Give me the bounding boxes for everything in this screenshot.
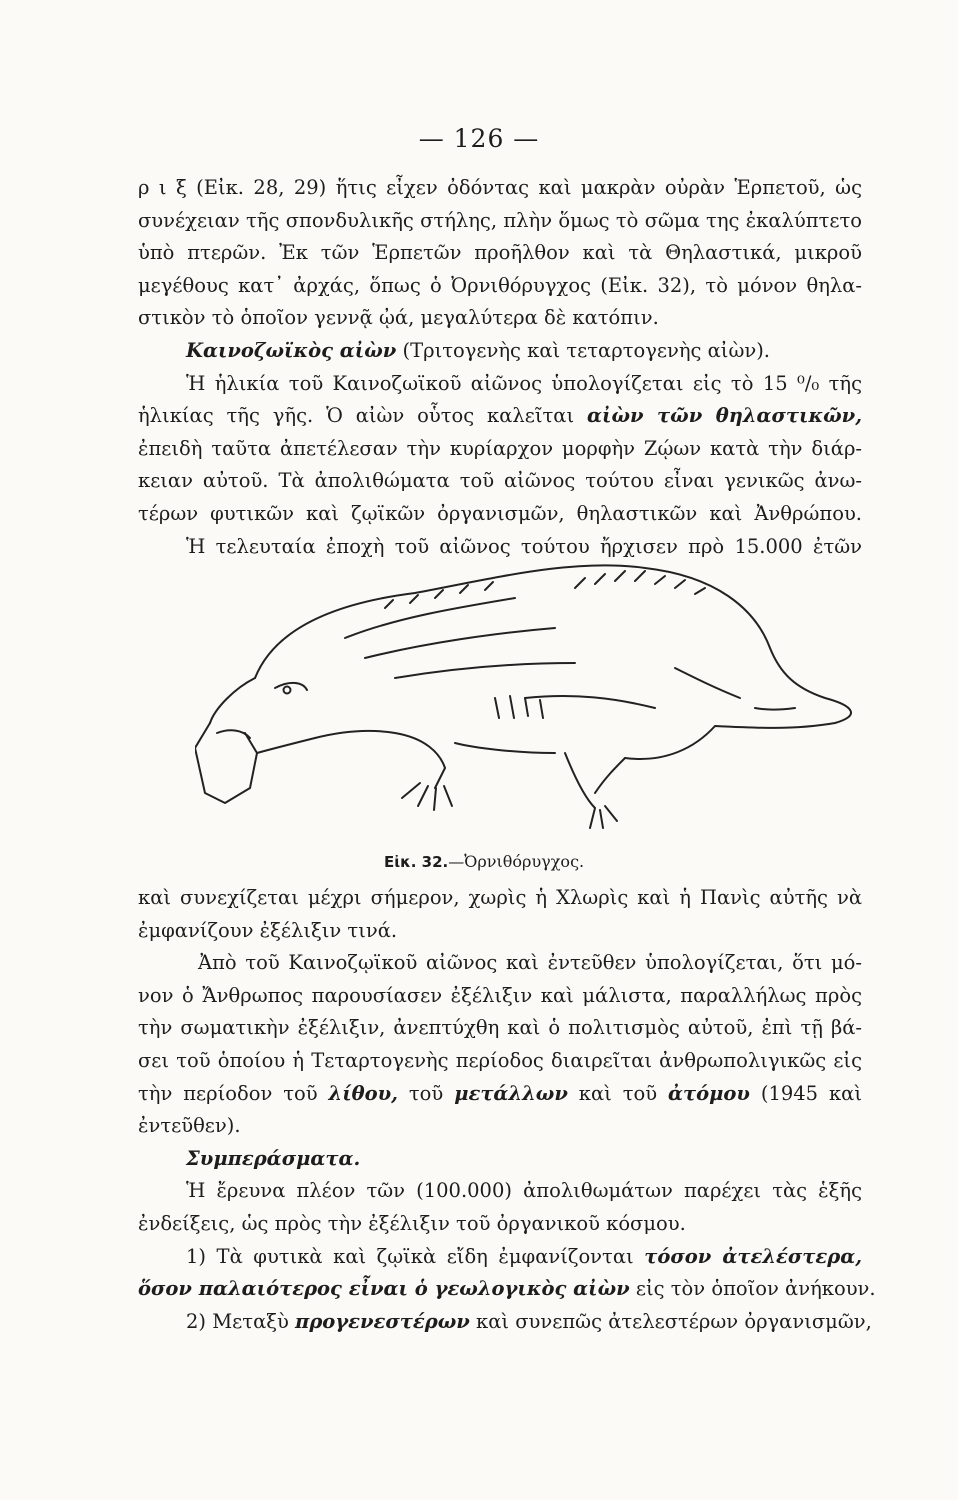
text-span: 2) Μεταξὺ bbox=[186, 1309, 289, 1333]
text-line bbox=[138, 1078, 862, 1111]
emphasis-earlier: προγενεστέρων bbox=[295, 1309, 470, 1333]
text-line: ἐνδείξεις, ὡς πρὸς τὴν ἐξέλιξιν τοῦ ὀργανικοῦ κόσμου. bbox=[138, 1211, 686, 1235]
text-line: νον ὁ Ἄνθρωπος παρουσίασεν ἐξέλιξιν καὶ μάλιστα, παραλλήλως πρὸς bbox=[138, 983, 862, 1007]
figure-caption bbox=[384, 852, 584, 871]
text-line: ἐμφανίζουν ἐξέλιξιν τινά. bbox=[138, 918, 398, 942]
emphasis-mammals: αἰὼν τῶν θηλαστικῶν, bbox=[587, 404, 862, 428]
platypus-illustration bbox=[195, 548, 875, 858]
text-line bbox=[138, 1241, 862, 1274]
caption-label: Εἰκ. 32. bbox=[384, 853, 449, 871]
text-line: τὴν σωματικὴν ἐξέλιξιν, ἀνεπτύχθη καὶ ὁ πολιτισμὸς αὐτοῦ, ἐπὶ τῇ βά- bbox=[138, 1016, 862, 1040]
caption-name: —Ὀρνιθόρυγχος. bbox=[448, 852, 585, 871]
text-line: συνέχειαν τῆς σπονδυλικῆς στήλης, πλὴν ὅμως τὸ σῶμα της ἐκαλύπτετο bbox=[138, 208, 862, 232]
text-span: εἰς τὸν ὁποῖον ἀνήκουν. bbox=[635, 1277, 876, 1301]
section-heading-conclusions bbox=[138, 1143, 862, 1176]
text-line: καὶ συνεχίζεται μέχρι σήμερον, χωρὶς ἡ Χλωρὶς καὶ ἡ Πανὶς αὐτῆς νὰ bbox=[138, 886, 862, 909]
text-span: (1945 καὶ bbox=[760, 1081, 862, 1105]
text-line bbox=[138, 1306, 872, 1339]
heading-cenozoic-subtitle: (Τριτογενὴς καὶ τεταρτογενὴς αἰὼν). bbox=[402, 338, 771, 362]
heading-cenozoic-title: Καινοζωϊκὸς αἰὼν bbox=[186, 338, 397, 362]
text-span: 1) Τὰ φυτικὰ καὶ ζῳϊκὰ εἴδη ἐμφανίζονται bbox=[186, 1244, 634, 1268]
text-line: ἐντεῦθεν). bbox=[138, 1114, 241, 1138]
emphasis-atom: ἀτόμου bbox=[668, 1081, 750, 1105]
text-line: σει τοῦ ὁποίου ἡ Τεταρτογενὴς περίοδος διαιρεῖται ἀνθρωπολιγικῶς εἰς bbox=[138, 1048, 862, 1072]
text-line: Ἡ ἔρευνα πλέον τῶν (100.000) ἀπολιθωμάτων παρέχει τὰς ἑξῆς bbox=[186, 1179, 862, 1203]
text-line: Ἡ ἡλικία τοῦ Καινοζωϊκοῦ αἰῶνος ὑπολογίζεται εἰς τὸ 15 ⁰/₀ τῆς bbox=[186, 371, 862, 395]
text-line: κειαν αὐτοῦ. Τὰ ἀπολιθώματα τοῦ αἰῶνος τούτου εἶναι γενικῶς ἀνω- bbox=[138, 469, 862, 493]
emphasis-stone: λίθου, bbox=[328, 1081, 398, 1105]
platypus-figure bbox=[195, 548, 875, 878]
emphasis-metals: μετάλλων bbox=[454, 1081, 568, 1105]
text-span: ἡλικίας τῆς γῆς. Ὁ αἰὼν οὗτος καλεῖται bbox=[138, 404, 575, 428]
emphasis-older-age: ὅσον παλαιότερος εἶναι ὁ γεωλογικὸς αἰὼν bbox=[138, 1277, 630, 1301]
text-line: στικὸν τὸ ὁποῖον γεννᾷ ᾠά, μεγαλύτερα δὲ κατόπιν. bbox=[138, 306, 659, 330]
text-span: τὴν περίοδον τοῦ bbox=[138, 1081, 318, 1105]
text-line: ρ ι ξ (Εἰκ. 28, 29) ἥτις εἶχεν ὀδόντας καὶ μακρὰν οὐρὰν Ἑρπετοῦ, ὡς bbox=[138, 176, 862, 199]
emphasis-less-perfect: τόσον ἀτελέστερα, bbox=[644, 1244, 863, 1268]
text-line bbox=[138, 1273, 876, 1306]
text-span: καὶ τοῦ bbox=[578, 1081, 658, 1105]
bottom-text-block bbox=[138, 882, 876, 1338]
text-line: μεγέθους κατ᾽ ἀρχάς, ὅπως ὁ Ὀρνιθόρυγχος (Εἰκ. 32), τὸ μόνον θηλα- bbox=[138, 273, 862, 297]
top-text-block bbox=[138, 172, 862, 563]
text-line: Ἡ τελευταία ἐποχὴ τοῦ αἰῶνος τούτου ἤρχισεν πρὸ 15.000 ἐτῶν bbox=[186, 534, 862, 558]
section-heading-cenozoic bbox=[138, 335, 862, 368]
text-line: ὑπὸ πτερῶν. Ἐκ τῶν Ἑρπετῶν προῆλθον καὶ τὰ Θηλαστικά, μικροῦ bbox=[138, 241, 862, 265]
text-line: τέρων φυτικῶν καὶ ζῳϊκῶν ὀργανισμῶν, θηλαστικῶν καὶ Ἀνθρώπου. bbox=[138, 501, 862, 525]
text-line bbox=[138, 400, 862, 433]
text-line: Ἀπὸ τοῦ Καινοζῳϊκοῦ αἰῶνος καὶ ἐντεῦθεν ὑπολογίζεται, ὅτι μό- bbox=[198, 951, 862, 975]
page-number: — 126 — bbox=[418, 124, 540, 153]
text-line: ἐπειδὴ ταῦτα ἀπετέλεσαν τὴν κυρίαρχον μορφὴν Ζῴων κατὰ τὴν διάρ- bbox=[138, 436, 862, 460]
text-span: τοῦ bbox=[408, 1081, 444, 1105]
text-span: καὶ συνεπῶς ἀτελεστέρων ὀργανισμῶν, bbox=[476, 1309, 872, 1333]
heading-conclusions-title: Συμπεράσματα. bbox=[186, 1146, 361, 1170]
